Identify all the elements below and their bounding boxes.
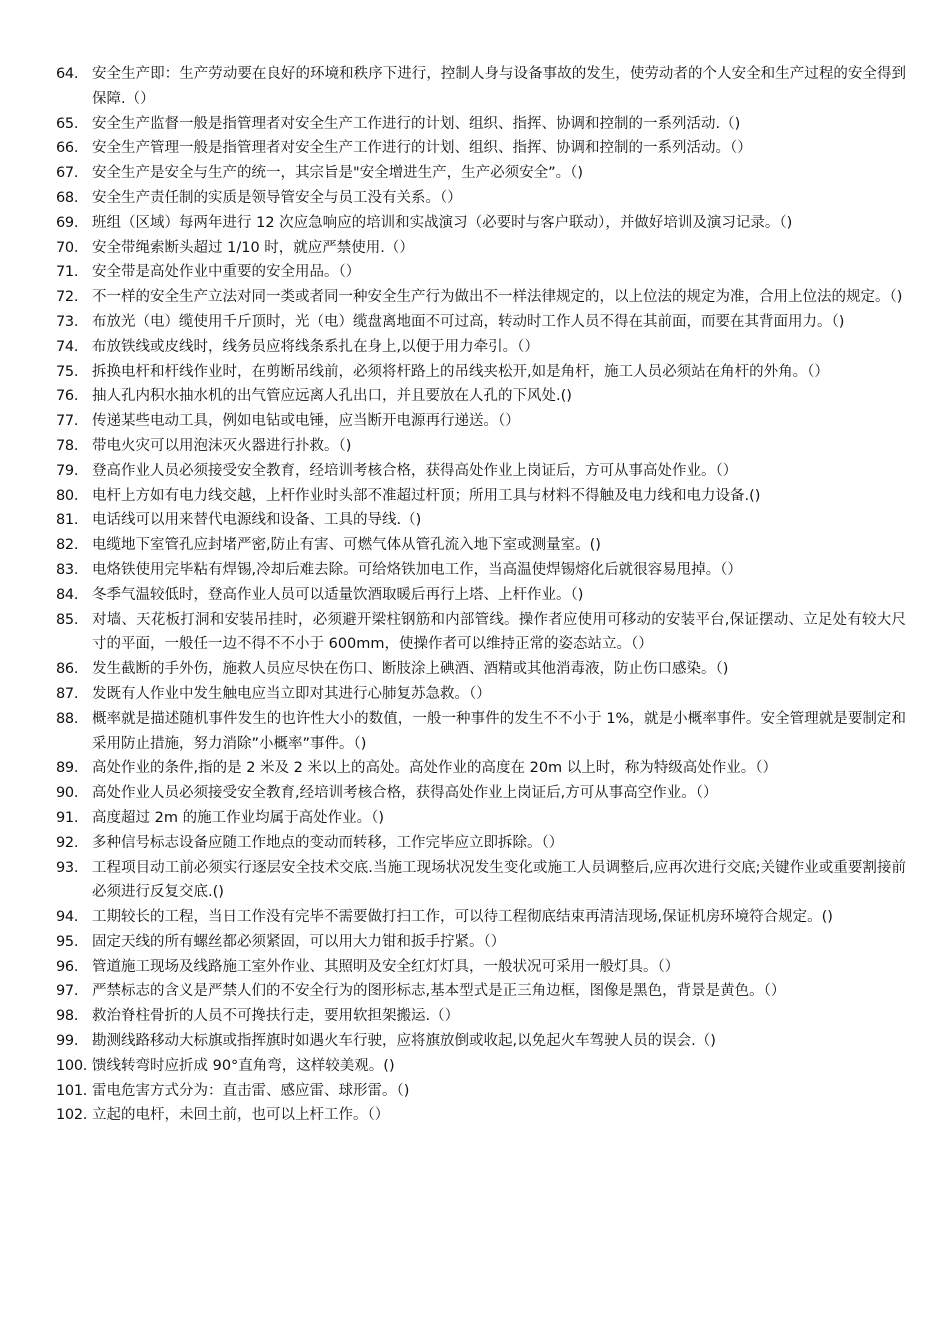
question-number: 86. xyxy=(56,661,79,678)
question-text: 高处作业的条件,指的是 2 米及 2 米以上的高处。高处作业的高度在 20m 以上时，称为特级高处作业。（） xyxy=(92,760,778,777)
question-text: 严禁标志的含义是严禁人们的不安全行为的图形标志,基本型式是正三角边框，图像是黑色，背景是黄色。（） xyxy=(92,983,786,1000)
question-text: 安全生产监督一般是指管理者对安全生产工作进行的计划、组织、指挥、协调和控制的一系列活动.（) xyxy=(92,115,741,132)
list-item xyxy=(56,112,906,137)
question-number: 67. xyxy=(56,165,79,182)
question-text: 对墙、天花板打洞和安装吊挂时，必须避开梁柱钢筋和内部管线。操作者应使用可移动的安装平台,保证摆动、立足处有较大尺寸的平面，一般任一边不得不不小于 600mm，使操作者可以维持正常的姿态站立。（） xyxy=(92,611,906,653)
list-item xyxy=(56,285,906,310)
list-item xyxy=(56,955,906,980)
question-text: 电话线可以用来替代电源线和设备、工具的导线.（) xyxy=(92,512,422,529)
question-number: 100. xyxy=(56,1057,88,1074)
question-number: 101. xyxy=(56,1082,88,1099)
question-number: 92. xyxy=(56,834,79,851)
list-item xyxy=(56,1004,906,1029)
list-item xyxy=(56,310,906,335)
question-number: 72. xyxy=(56,289,79,306)
list-item xyxy=(56,533,906,558)
question-text: 安全生产即：生产劳动要在良好的环境和秩序下进行，控制人身与设备事故的发生，使劳动者的个人安全和生产过程的安全得到保障.（） xyxy=(92,66,906,107)
list-item xyxy=(56,756,906,781)
question-number: 71. xyxy=(56,264,79,281)
question-number: 99. xyxy=(56,1033,79,1050)
list-item xyxy=(56,657,906,682)
list-item xyxy=(56,459,906,484)
list-item xyxy=(56,186,906,211)
question-text: 发既有人作业中发生触电应当立即对其进行心肺复苏急救。（） xyxy=(92,685,491,702)
list-item xyxy=(56,434,906,459)
question-text: 安全生产管理一般是指管理者对安全生产工作进行的计划、组织、指挥、协调和控制的一系列活动。（） xyxy=(92,140,752,157)
question-number: 66. xyxy=(56,140,79,157)
list-item xyxy=(56,1103,906,1128)
question-number: 89. xyxy=(56,760,79,777)
question-text: 安全带是高处作业中重要的安全用品。（） xyxy=(92,264,361,281)
question-text: 安全生产是安全与生产的统一，其宗旨是"安全增进生产，生产必须安全”。（) xyxy=(92,165,584,182)
question-number: 76. xyxy=(56,388,79,405)
question-number: 68. xyxy=(56,189,79,206)
question-number: 77. xyxy=(56,413,79,430)
question-number: 102. xyxy=(56,1107,88,1124)
question-text: 电杆上方如有电力线交越，上杆作业时头部不准超过杆顶；所用工具与材料不得触及电力线和电力设备.() xyxy=(92,487,761,504)
question-text: 雷电危害方式分为：直击雷、感应雷、球形雷。（) xyxy=(92,1082,410,1099)
list-item xyxy=(56,806,906,831)
question-text: 管道施工现场及线路施工室外作业、其照明及安全红灯灯具，一般状况可采用一般灯具。（） xyxy=(92,958,680,975)
list-item xyxy=(56,508,906,533)
question-text: 多种信号标志设备应随工作地点的变动而转移，工作完毕应立即拆除。（） xyxy=(92,834,564,851)
question-number: 81. xyxy=(56,512,79,529)
list-item xyxy=(56,558,906,583)
question-text: 立起的电杆，未回土前，也可以上杆工作。（） xyxy=(92,1107,390,1124)
question-text: 传递某些电动工具，例如电钻或电锤，应当断开电源再行递送。（） xyxy=(92,413,520,430)
question-number: 79. xyxy=(56,462,79,479)
list-item xyxy=(56,409,906,434)
question-text: 登高作业人员必须接受安全教育，经培训考核合格，获得高处作业上岗证后，方可从事高处作业。（） xyxy=(92,462,738,479)
question-number: 97. xyxy=(56,983,79,1000)
question-text: 发生截断的手外伤，施救人员应尽快在伤口、断肢涂上碘酒、酒精或其他消毒液，防止伤口感染。（) xyxy=(92,661,729,678)
question-number: 65. xyxy=(56,115,79,132)
question-text: 安全生产责任制的实质是领导管安全与员工没有关系。（） xyxy=(92,189,462,206)
question-number: 73. xyxy=(56,313,79,330)
question-text: 带电火灾可以用泡沫灭火器进行扑救。（) xyxy=(92,437,352,454)
question-number: 75. xyxy=(56,363,79,380)
list-item xyxy=(56,236,906,261)
list-item xyxy=(56,1054,906,1079)
list-item xyxy=(56,1029,906,1054)
list-item xyxy=(56,781,906,806)
list-item xyxy=(56,930,906,955)
list-item xyxy=(56,384,906,409)
question-number: 96. xyxy=(56,958,79,975)
question-number: 85. xyxy=(56,611,79,628)
question-text: 布放铁线或皮线时，线务员应将线条系扎在身上,以便于用力牵引。（） xyxy=(92,338,539,355)
list-item xyxy=(56,707,906,757)
question-number: 69. xyxy=(56,214,79,231)
list-item xyxy=(56,583,906,608)
question-text: 安全带绳索断头超过 1/10 时，就应严禁使用.（） xyxy=(92,239,414,256)
question-text: 高处作业人员必须接受安全教育,经培训考核合格，获得高处作业上岗证后,方可从事高空作业。（） xyxy=(92,785,718,802)
list-item xyxy=(56,1079,906,1104)
question-text: 勘测线路移动大标旗或指挥旗时如遇火车行驶，应将旗放倒或收起,以免起火车驾驶人员的误会.（) xyxy=(92,1033,716,1050)
list-item xyxy=(56,682,906,707)
question-text: 固定天线的所有螺丝都必须紧固，可以用大力钳和扳手拧紧。（） xyxy=(92,933,506,950)
list-item xyxy=(56,831,906,856)
question-number: 82. xyxy=(56,537,79,554)
question-number: 74. xyxy=(56,338,79,355)
question-number: 64. xyxy=(56,66,79,82)
list-item xyxy=(56,360,906,385)
list-item xyxy=(56,905,906,930)
question-text: 布放光（电）缆使用千斤顶时，光（电）缆盘离地面不可过高，转动时工作人员不得在其前面，而要在其背面用力。（) xyxy=(92,313,845,330)
question-text: 馈线转弯时应折成 90°直角弯，这样较美观。() xyxy=(92,1057,395,1074)
question-text: 救治脊柱骨折的人员不可搀扶行走，要用软担架搬运.（） xyxy=(92,1008,460,1025)
list-item xyxy=(56,335,906,360)
question-text: 抽人孔内积水抽水机的出气管应远离人孔出口，并且要放在人孔的下风处.() xyxy=(92,388,572,405)
question-number: 80. xyxy=(56,487,79,504)
question-list xyxy=(56,62,906,1128)
question-number: 91. xyxy=(56,809,79,826)
question-number: 90. xyxy=(56,785,79,802)
question-number: 78. xyxy=(56,437,79,454)
question-number: 87. xyxy=(56,685,79,702)
question-text: 工程项目动工前必须实行逐层安全技术交底.当施工现场状况发生变化或施工人员调整后,应再次进行交底;关键作业或重要割接前必须进行反复交底.() xyxy=(92,859,906,901)
question-text: 电烙铁使用完毕粘有焊锡,冷却后难去除。可给烙铁加电工作，当高温使焊锡熔化后就很容易甩掉。（） xyxy=(92,561,742,578)
question-number: 94. xyxy=(56,909,79,926)
list-item xyxy=(56,260,906,285)
question-number: 95. xyxy=(56,933,79,950)
question-number: 84. xyxy=(56,586,79,603)
question-text: 不一样的安全生产立法对同一类或者同一种安全生产行为做出不一样法律规定的，以上位法的规定为准，合用上位法的规定。（) xyxy=(92,289,903,306)
question-number: 93. xyxy=(56,859,79,876)
question-text: 冬季气温较低时，登高作业人员可以适量饮酒取暖后再行上塔、上杆作业。（) xyxy=(92,586,584,603)
question-number: 98. xyxy=(56,1008,79,1025)
question-number: 83. xyxy=(56,561,79,578)
question-number: 70. xyxy=(56,239,79,256)
question-text: 班组（区域）每两年进行 12 次应急响应的培训和实战演习（必要时与客户联动），并做好培训及演习记录。（) xyxy=(92,214,793,231)
question-number: 88. xyxy=(56,710,79,727)
list-item xyxy=(56,161,906,186)
question-text: 概率就是描述随机事件发生的也许性大小的数值，一般一种事件的发生不不小于 1%，就是小概率事件。安全管理就是要制定和采用防止措施，努力消除”小概率”事件。（) xyxy=(92,710,906,752)
question-text: 高度超过 2m 的施工作业均属于高处作业。（) xyxy=(92,809,384,826)
question-text: 工期较长的工程，当日工作没有完毕不需要做打扫工作，可以待工程彻底结束再清洁现场,保证机房环境符合规定。() xyxy=(92,909,833,926)
list-item xyxy=(56,979,906,1004)
question-text: 电缆地下室管孔应封堵严密,防止有害、可燃气体从管孔流入地下室或测量室。() xyxy=(92,537,601,554)
list-item xyxy=(56,62,906,112)
list-item xyxy=(56,136,906,161)
list-item xyxy=(56,856,906,906)
list-item xyxy=(56,608,906,658)
list-item xyxy=(56,484,906,509)
question-text: 拆换电杆和杆线作业时，在剪断吊线前，必须将杆路上的吊线夹松开,如是角杆，施工人员必须站在角杆的外角。（） xyxy=(92,363,829,380)
list-item xyxy=(56,211,906,236)
